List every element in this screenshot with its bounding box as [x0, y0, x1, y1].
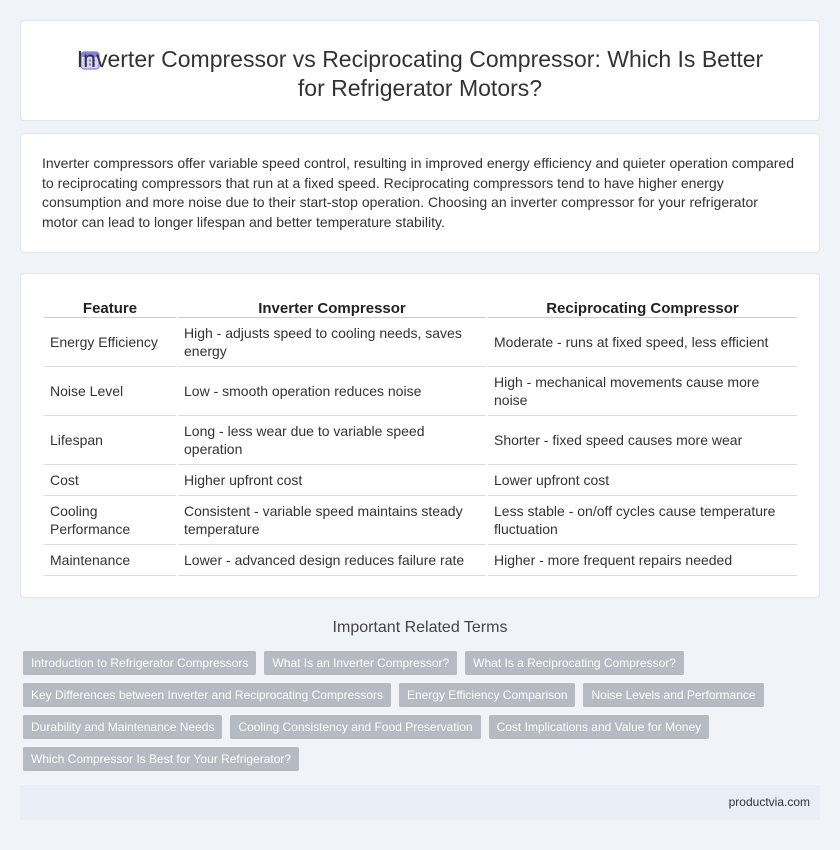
- table-cell: Consistent - variable speed maintains steady temperature: [178, 496, 486, 545]
- table-cell: Cooling Performance: [44, 496, 176, 545]
- table-cell: Less stable - on/off cycles cause temperature fluctuation: [488, 496, 797, 545]
- table-cell: High - adjusts speed to cooling needs, saves energy: [178, 318, 486, 367]
- related-term-tag[interactable]: Energy Efficiency Comparison: [399, 683, 576, 707]
- related-term-tag[interactable]: Introduction to Refrigerator Compressors: [23, 651, 256, 675]
- comparison-table: [42, 296, 799, 576]
- intro-card: [20, 133, 820, 253]
- table-cell: Long - less wear due to variable speed operation: [178, 416, 486, 465]
- table-cell: Maintenance: [44, 545, 176, 576]
- table-header-row: [44, 296, 797, 318]
- table-row: [44, 545, 797, 576]
- related-term-tag[interactable]: Noise Levels and Performance: [583, 683, 763, 707]
- table-row: [44, 318, 797, 367]
- related-term-tag[interactable]: Which Compressor Is Best for Your Refrigerator?: [23, 747, 299, 771]
- related-term-tag[interactable]: Durability and Maintenance Needs: [23, 715, 222, 739]
- table-cell: Energy Efficiency: [44, 318, 176, 367]
- related-term-tag[interactable]: Cost Implications and Value for Money: [489, 715, 710, 739]
- table-cell: Cost: [44, 465, 176, 496]
- table-cell: High - mechanical movements cause more noise: [488, 367, 797, 416]
- table-cell: Higher - more frequent repairs needed: [488, 545, 797, 576]
- related-term-tag[interactable]: What Is a Reciprocating Compressor?: [465, 651, 684, 675]
- footer: [20, 785, 820, 820]
- table-cell: Moderate - runs at fixed speed, less efficient: [488, 318, 797, 367]
- table-cell: Lower upfront cost: [488, 465, 797, 496]
- table-cell: Noise Level: [44, 367, 176, 416]
- table-cell: Low - smooth operation reduces noise: [178, 367, 486, 416]
- comparison-card: [20, 273, 820, 598]
- related-term-tag[interactable]: Key Differences between Inverter and Reciprocating Compressors: [23, 683, 391, 707]
- header-reciprocating: Reciprocating Compressor: [488, 296, 797, 318]
- header-inverter: Inverter Compressor: [178, 296, 486, 318]
- title-card: [20, 20, 820, 121]
- table-row: [44, 496, 797, 545]
- related-term-tag[interactable]: Cooling Consistency and Food Preservation: [230, 715, 480, 739]
- table-cell: Lower - advanced design reduces failure rate: [178, 545, 486, 576]
- table-row: [44, 416, 797, 465]
- related-terms-list: [23, 651, 803, 779]
- footer-site-link[interactable]: productvia.com: [728, 795, 810, 809]
- related-terms-heading: Important Related Terms: [332, 619, 508, 636]
- header-feature: Feature: [44, 296, 176, 318]
- table-cell: Higher upfront cost: [178, 465, 486, 496]
- table-cell: Lifespan: [44, 416, 176, 465]
- table-cell: Shorter - fixed speed causes more wear: [488, 416, 797, 465]
- page-title: Inverter Compressor vs Reciprocating Compressor: Which Is Better for Refrigerator Motors?: [76, 46, 764, 101]
- intro-paragraph: Inverter compressors offer variable speed control, resulting in improved energy efficiency and quieter operation compared to reciprocating compressors that run at a fixed speed. Reciprocating compressors tend to have higher energy consumption and more noise due to their start-stop operation. Choosing an inverter compressor for your refrigerator motor can lead to longer lifespan and better temperature stability.: [42, 155, 794, 230]
- table-row: [44, 367, 797, 416]
- table-row: [44, 465, 797, 496]
- related-term-tag[interactable]: What Is an Inverter Compressor?: [264, 651, 457, 675]
